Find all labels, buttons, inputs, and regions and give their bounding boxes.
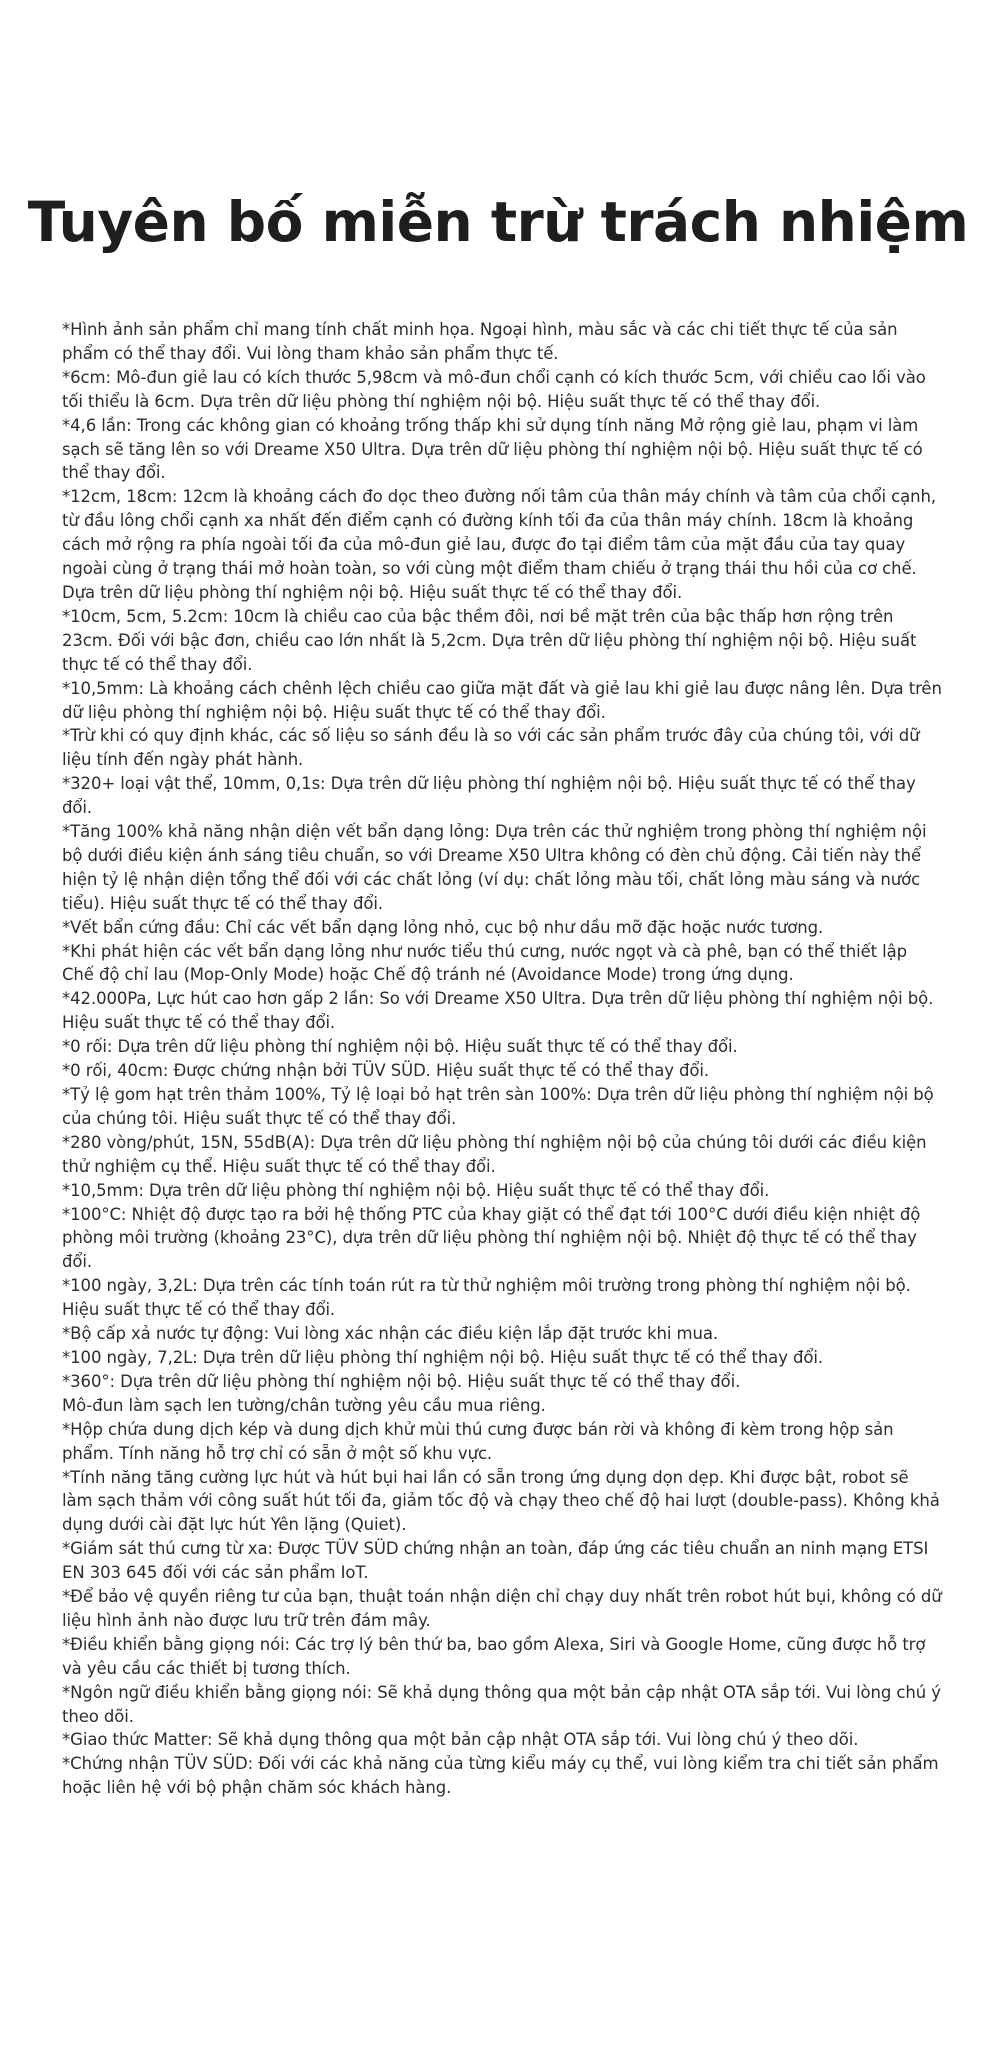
disclaimer-paragraph: *320+ loại vật thể, 10mm, 0,1s: Dựa trên dữ liệu phòng thí nghiệm nội bộ. Hiệu suất thực tế có thể thay đổi. [62, 774, 916, 818]
disclaimer-paragraph: *10,5mm: Dựa trên dữ liệu phòng thí nghiệm nội bộ. Hiệu suất thực tế có thể thay đổi. [62, 1180, 770, 1200]
disclaimer-paragraph: *Tăng 100% khả năng nhận diện vết bẩn dạng lỏng: Dựa trên các thử nghiệm trong phòng thí nghiệm nội bộ dưới điều kiện ánh sáng tiêu chuẩn, so với Dreame X50 Ultra không có đèn chủ động. Cải tiến này thể hiện tỷ lệ nhận diện tổng thể đối với các chất lỏng (ví dụ: chất lỏng màu tối, chất lỏng màu sáng và nước tiểu). Hiệu suất thực tế có thể thay đổi. [62, 822, 927, 913]
disclaimer-body [62, 318, 942, 1800]
disclaimer-paragraph: Mô-đun làm sạch len tường/chân tường yêu cầu mua riêng. [62, 1395, 546, 1415]
disclaimer-paragraph: *Tỷ lệ gom hạt trên thảm 100%, Tỷ lệ loại bỏ hạt trên sàn 100%: Dựa trên dữ liệu phòng thí nghiệm nội bộ của chúng tôi. Hiệu suất thực tế có thể thay đổi. [62, 1085, 934, 1128]
disclaimer-paragraph: *Điều khiển bằng giọng nói: Các trợ lý bên thứ ba, bao gồm Alexa, Siri và Google Home, cũng được hỗ trợ và yêu cầu các thiết bị tương thích. [62, 1634, 926, 1678]
disclaimer-paragraph: *Ngôn ngữ điều khiển bằng giọng nói: Sẽ khả dụng thông qua một bản cập nhật OTA sắp tới. Vui lòng chú ý theo dõi. [62, 1682, 941, 1726]
disclaimer-paragraph: *Hình ảnh sản phẩm chỉ mang tính chất minh họa. Ngoại hình, màu sắc và các chi tiết thực tế của sản phẩm có thể thay đổi. Vui lòng tham khảo sản phẩm thực tế. [62, 320, 898, 363]
disclaimer-paragraph: *4,6 lần: Trong các không gian có khoảng trống thấp khi sử dụng tính năng Mở rộng giẻ lau, phạm vi làm sạch sẽ tăng lên so với Dreame X50 Ultra. Dựa trên dữ liệu phòng thí nghiệm nội bộ. Hiệu suất thực tế có thể thay đổi. [62, 415, 923, 483]
disclaimer-paragraph: *10,5mm: Là khoảng cách chênh lệch chiều cao giữa mặt đất và giẻ lau khi giẻ lau được nâng lên. Dựa trên dữ liệu phòng thí nghiệm nội bộ. Hiệu suất thực tế có thể thay đổi. [62, 678, 942, 722]
disclaimer-paragraph: *6cm: Mô-đun giẻ lau có kích thước 5,98cm và mô-đun chổi cạnh có kích thước 5cm, với chiều cao lối vào tối thiểu là 6cm. Dựa trên dữ liệu phòng thí nghiệm nội bộ. Hiệu suất thực tế có thể thay đổi. [62, 367, 926, 411]
disclaimer-paragraph: *100°C: Nhiệt độ được tạo ra bởi hệ thống PTC của khay giặt có thể đạt tới 100°C dưới điều kiện nhiệt độ phòng môi trường (khoảng 23°C), dựa trên dữ liệu phòng thí nghiệm nội bộ. Nhiệt độ thực tế có thể thay đổi. [62, 1204, 921, 1272]
disclaimer-paragraph: *280 vòng/phút, 15N, 55dB(A): Dựa trên dữ liệu phòng thí nghiệm nội bộ của chúng tôi dưới các điều kiện thử nghiệm cụ thể. Hiệu suất thực tế có thể thay đổi. [62, 1132, 927, 1176]
disclaimer-paragraph: *0 rối, 40cm: Được chứng nhận bởi TÜV SÜD. Hiệu suất thực tế có thể thay đổi. [62, 1061, 710, 1081]
disclaimer-paragraph: *Hộp chứa dung dịch kép và dung dịch khử mùi thú cưng được bán rời và không đi kèm trong hộp sản phẩm. Tính năng hỗ trợ chỉ có sẵn ở một số khu vực. [62, 1419, 894, 1463]
disclaimer-paragraph: *100 ngày, 7,2L: Dựa trên dữ liệu phòng thí nghiệm nội bộ. Hiệu suất thực tế có thể thay đổi. [62, 1347, 823, 1367]
disclaimer-paragraph: *Chứng nhận TÜV SÜD: Đối với các khả năng của từng kiểu máy cụ thể, vui lòng kiểm tra chi tiết sản phẩm hoặc liên hệ với bộ phận chăm sóc khách hàng. [62, 1754, 939, 1798]
disclaimer-paragraph: *360°: Dựa trên dữ liệu phòng thí nghiệm nội bộ. Hiệu suất thực tế có thể thay đổi. [62, 1371, 741, 1391]
disclaimer-paragraph: *Trừ khi có quy định khác, các số liệu so sánh đều là so với các sản phẩm trước đây của chúng tôi, với dữ liệu tính đến ngày phát hành. [62, 726, 920, 770]
disclaimer-paragraph: *Bộ cấp xả nước tự động: Vui lòng xác nhận các điều kiện lắp đặt trước khi mua. [62, 1324, 719, 1344]
disclaimer-paragraph: *Giám sát thú cưng từ xa: Được TÜV SÜD chứng nhận an toàn, đáp ứng các tiêu chuẩn an ninh mạng ETSI EN 303 645 đối với các sản phẩm IoT. [62, 1539, 929, 1583]
disclaimer-paragraph: *0 rối: Dựa trên dữ liệu phòng thí nghiệm nội bộ. Hiệu suất thực tế có thể thay đổi. [62, 1037, 738, 1057]
disclaimer-paragraph: *10cm, 5cm, 5.2cm: 10cm là chiều cao của bậc thềm đôi, nơi bề mặt trên của bậc thấp hơn rộng trên 23cm. Đối với bậc đơn, chiều cao lớn nhất là 5,2cm. Dựa trên dữ liệu phòng thí nghiệm nội bộ. Hiệu suất thực tế có thể thay đổi. [62, 606, 917, 674]
disclaimer-paragraph: *Vết bẩn cứng đầu: Chỉ các vết bẩn dạng lỏng nhỏ, cục bộ như dầu mỡ đặc hoặc nước tương. [62, 917, 824, 937]
disclaimer-paragraph: *Giao thức Matter: Sẽ khả dụng thông qua một bản cập nhật OTA sắp tới. Vui lòng chú ý theo dõi. [62, 1730, 859, 1750]
disclaimer-paragraph: *Để bảo vệ quyền riêng tư của bạn, thuật toán nhận diện chỉ chạy duy nhất trên robot hút bụi, không có dữ liệu hình ảnh nào được lưu trữ trên đám mây. [62, 1587, 942, 1630]
disclaimer-paragraph: *12cm, 18cm: 12cm là khoảng cách đo dọc theo đường nối tâm của thân máy chính và tâm của chổi cạnh, từ đầu lông chổi cạnh xa nhất đến điểm cạnh có đường kính tối đa của thân máy chính. 18cm là khoảng cách mở rộng ra phía ngoài tối đa của mô-đun giẻ lau, được đo tại điểm tâm của mặt đầu của tay quay ngoài cùng ở trạng thái mở hoàn toàn, so với cùng một điểm tham chiếu ở trạng thái thu hồi của cơ chế. Dựa trên dữ liệu phòng thí nghiệm nội bộ. Hiệu suất thực tế có thể thay đổi. [62, 487, 936, 602]
page-title: Tuyên bố miễn trừ trách nhiệm [27, 190, 969, 254]
disclaimer-paragraph: *Khi phát hiện các vết bẩn dạng lỏng như nước tiểu thú cưng, nước ngọt và cà phê, bạn có thể thiết lập Chế độ chỉ lau (Mop-Only Mode) hoặc Chế độ tránh né (Avoidance Mode) trong ứng dụng. [62, 941, 908, 985]
disclaimer-paragraph: *42.000Pa, Lực hút cao hơn gấp 2 lần: So với Dreame X50 Ultra. Dựa trên dữ liệu phòng thí nghiệm nội bộ. Hiệu suất thực tế có thể thay đổi. [62, 989, 934, 1033]
disclaimer-paragraph: *100 ngày, 3,2L: Dựa trên các tính toán rút ra từ thử nghiệm môi trường trong phòng thí nghiệm nội bộ. Hiệu suất thực tế có thể thay đổi. [62, 1276, 911, 1320]
disclaimer-paragraph: *Tính năng tăng cường lực hút và hút bụi hai lần có sẵn trong ứng dụng dọn dẹp. Khi được bật, robot sẽ làm sạch thảm với công suất hút tối đa, giảm tốc độ và chạy theo chế độ hai lượt (double-pass). Không khả dụng dưới cài đặt lực hút Yên lặng (Quiet). [62, 1467, 940, 1535]
